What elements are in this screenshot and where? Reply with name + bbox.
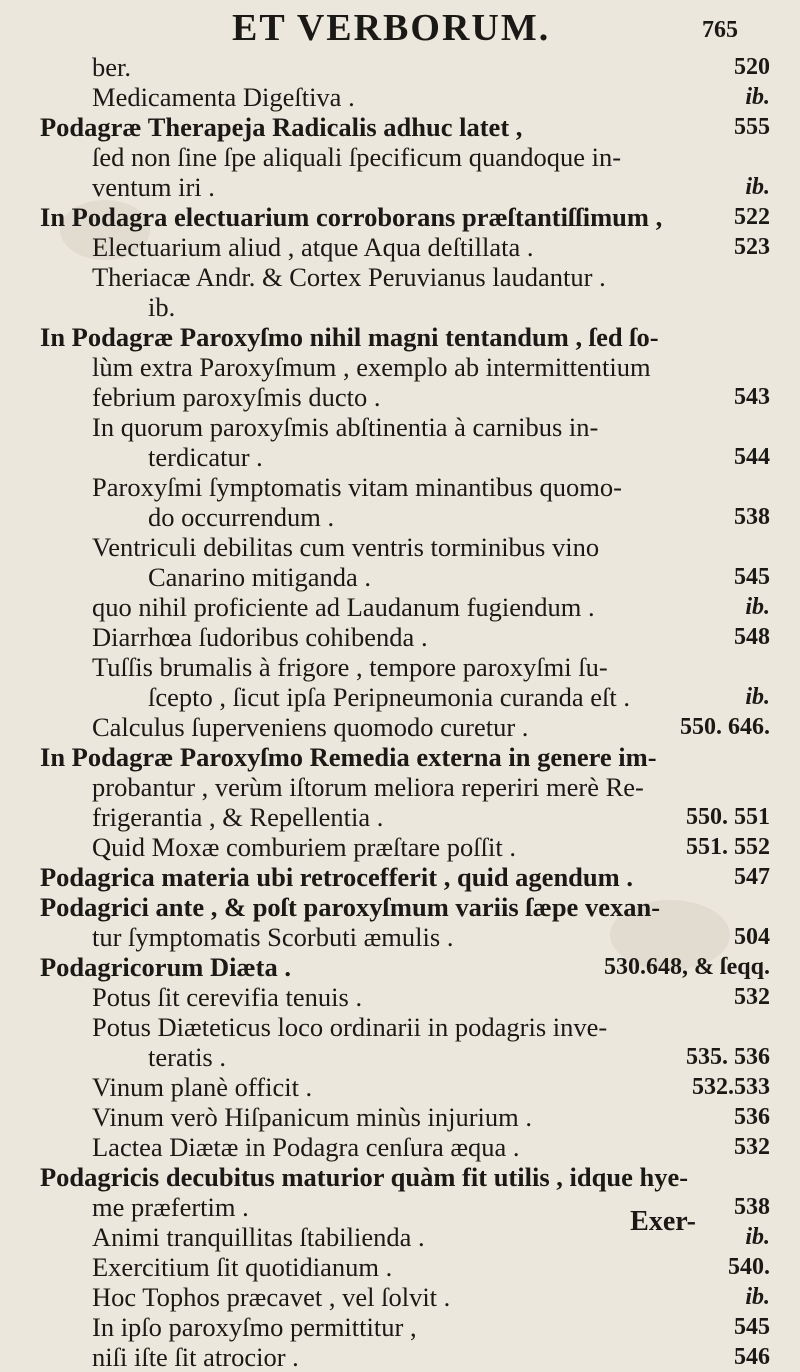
index-subentry: lùm extra Paroxyſmum , exemplo ab intermittentium: [92, 352, 651, 382]
index-subentry: ber.: [92, 52, 131, 82]
page-reference: 523: [734, 234, 770, 260]
index-line: [0, 412, 800, 442]
index-subentry: ſed non ſine ſpe aliquali ſpecificum quandoque in-: [92, 142, 622, 172]
page-header: [0, 6, 800, 49]
page-reference: 548: [734, 624, 770, 650]
index-subentry: Vinum verò Hiſpanicum minùs injurium .: [92, 1102, 533, 1132]
index-line: [0, 1042, 800, 1072]
index-subentry: ſcepto , ſicut ipſa Peripneumonia curanda eſt .: [148, 682, 630, 712]
index-subentry: febrium paroxyſmis ducto .: [92, 382, 381, 412]
index-subentry: Animi tranquillitas ſtabilienda .: [92, 1222, 425, 1252]
page-reference: 520: [734, 54, 770, 80]
index-subentry: Potus ſit cerevifia tenuis .: [92, 982, 363, 1012]
index-subentry: terdicatur .: [148, 442, 263, 472]
index-subentry: Vinum planè officit .: [92, 1072, 313, 1102]
index-subentry: ventum iri .: [92, 172, 215, 202]
index-subentry: probantur , verùm iſtorum meliora reperiri merè Re-: [92, 772, 644, 802]
page-reference: 546: [734, 1344, 770, 1370]
index-line: [0, 172, 800, 202]
page-reference: 532.533: [692, 1074, 770, 1100]
index-line: [0, 82, 800, 112]
index-subentry: Exercitium ſit quotidianum .: [92, 1252, 393, 1282]
index-subentry: tur ſymptomatis Scorbuti æmulis .: [92, 922, 454, 952]
index-line: [0, 1342, 800, 1372]
index-line: [0, 1072, 800, 1102]
index-line: [0, 262, 800, 292]
page-reference: ib.: [745, 174, 770, 200]
index-subentry: niſi iſte ſit atrocior .: [92, 1342, 299, 1372]
index-subentry: Ventriculi debilitas cum ventris torminibus vino: [92, 532, 600, 562]
index-line: [0, 292, 800, 322]
index-line: [0, 442, 800, 472]
page-reference: ib.: [745, 1284, 770, 1310]
index-line: [0, 712, 800, 742]
index-subentry: Diarrhœa ſudoribus cohibenda .: [92, 622, 428, 652]
index-line: [0, 472, 800, 502]
page-reference: ib.: [745, 84, 770, 110]
index-line: [0, 892, 800, 922]
index-line: [0, 952, 800, 982]
index-subentry: do occurrendum .: [148, 502, 335, 532]
index-subentry: teratis .: [148, 1042, 226, 1072]
page-reference: 547: [734, 864, 770, 890]
index-headword: Podagræ Therapeja Radicalis adhuc latet ,: [40, 112, 523, 142]
index-subentry: Quid Moxæ comburiem præſtare poſſit .: [92, 832, 516, 862]
index-headword: Podagricis decubitus maturior quàm fit utilis , idque hye-: [40, 1162, 689, 1192]
index-line: [0, 112, 800, 142]
index-line: [0, 562, 800, 592]
index-line: [0, 1012, 800, 1042]
page-reference: 550. 646.: [680, 714, 770, 740]
index-subentry: Hoc Tophos præcavet , vel ſolvit .: [92, 1282, 451, 1312]
page-reference: 550. 551: [686, 804, 770, 830]
index-line: [0, 832, 800, 862]
index-subentry: Lactea Diætæ in Podagra cenſura æqua .: [92, 1132, 520, 1162]
index-subentry: Electuarium aliud , atque Aqua deſtillata .: [92, 232, 534, 262]
index-subentry: Calculus ſuperveniens quomodo curetur .: [92, 712, 529, 742]
index-line: [0, 322, 800, 352]
index-subentry: ib.: [148, 292, 176, 322]
index-subentry: me præfertim .: [92, 1192, 249, 1222]
index-line: [0, 682, 800, 712]
index-subentry: Potus Diæteticus loco ordinarii in podagris inve-: [92, 1012, 608, 1042]
index-subentry: Theriacæ Andr. & Cortex Peruvianus laudantur .: [92, 262, 606, 292]
page-reference: 536: [734, 1104, 770, 1130]
index-line: [0, 1162, 800, 1192]
index-subentry: In quorum paroxyſmis abſtinentia à carnibus in-: [92, 412, 599, 442]
index-headword: Podagricorum Diæta .: [40, 952, 291, 982]
page-reference: ib.: [745, 1224, 770, 1250]
index-entries: [0, 52, 800, 1372]
page-reference: 535. 536: [686, 1044, 770, 1070]
index-line: [0, 1102, 800, 1132]
index-line: [0, 502, 800, 532]
index-line: [0, 52, 800, 82]
index-subentry: Medicamenta Digeſtiva .: [92, 82, 355, 112]
index-line: [0, 982, 800, 1012]
page-reference: 538: [734, 1194, 770, 1220]
page-reference: 532: [734, 984, 770, 1010]
index-headword: In Podagra electuarium corroborans præſtantiſſimum ,: [40, 202, 663, 232]
page-reference: 540.: [728, 1254, 770, 1280]
index-subentry: Paroxyſmi ſymptomatis vitam minantibus quomo-: [92, 472, 622, 502]
index-subentry: In ipſo paroxyſmo permittitur ,: [92, 1312, 417, 1342]
index-subentry: frigerantia , & Repellentia .: [92, 802, 384, 832]
index-line: [0, 142, 800, 172]
index-line: [0, 802, 800, 832]
page-reference: 543: [734, 384, 770, 410]
index-line: [0, 532, 800, 562]
index-line: [0, 352, 800, 382]
index-headword: Podagrica materia ubi retrocefferit , quid agendum .: [40, 862, 633, 892]
index-line: [0, 592, 800, 622]
catchword: Exer-: [630, 1206, 696, 1237]
index-line: [0, 382, 800, 412]
page-reference: 530.648, & ſeqq.: [603, 954, 770, 980]
index-headword: Podagrici ante , & poſt paroxyſmum variis ſæpe vexan-: [40, 892, 661, 922]
index-subentry: Tuſſis brumalis à frigore , tempore paroxyſmi ſu-: [92, 652, 608, 682]
page-reference: 504: [734, 924, 770, 950]
running-title: ET VERBORUM.: [232, 7, 551, 49]
index-line: [0, 1132, 800, 1162]
page-reference: ib.: [745, 684, 770, 710]
index-line: [0, 1312, 800, 1342]
page-reference: 544: [734, 444, 770, 470]
page-reference: ib.: [745, 594, 770, 620]
index-headword: In Podagræ Paroxyſmo nihil magni tentandum , ſed ſo-: [40, 322, 659, 352]
index-line: [0, 1282, 800, 1312]
page-reference: 538: [734, 504, 770, 530]
index-headword: In Podagræ Paroxyſmo Remedia externa in genere im-: [40, 742, 657, 772]
index-line: [0, 772, 800, 802]
index-line: [0, 232, 800, 262]
page-number: 765: [702, 17, 738, 43]
page-reference: 545: [734, 564, 770, 590]
page-reference: 555: [734, 114, 770, 140]
page-reference: 522: [734, 204, 770, 230]
index-line: [0, 922, 800, 952]
page-reference: 551. 552: [686, 834, 770, 860]
page-reference: 532: [734, 1134, 770, 1160]
index-line: [0, 652, 800, 682]
index-subentry: quo nihil proficiente ad Laudanum fugiendum .: [92, 592, 595, 622]
index-line: [0, 742, 800, 772]
index-line: [0, 1252, 800, 1282]
index-line: [0, 862, 800, 892]
index-line: [0, 622, 800, 652]
page-reference: 545: [734, 1314, 770, 1340]
index-line: [0, 202, 800, 232]
index-subentry: Canarino mitiganda .: [148, 562, 371, 592]
